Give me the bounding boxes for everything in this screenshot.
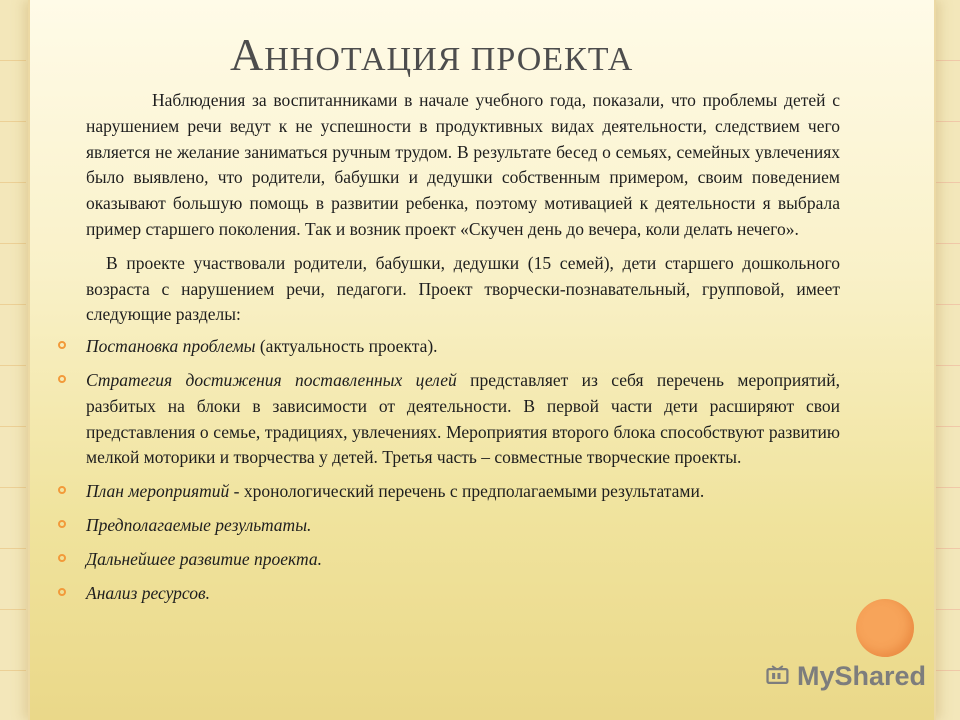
bullet-circle-icon: [58, 588, 66, 596]
list-item: [86, 479, 840, 505]
list-item: [86, 334, 840, 360]
left-decorative-stripes: [0, 0, 26, 720]
bullet-circle-icon: [58, 520, 66, 528]
list-item-title: Анализ ресурсов.: [86, 582, 210, 603]
list-item-title: План мероприятий: [86, 481, 230, 502]
bullet-circle-icon: [58, 375, 66, 383]
slide-title: [230, 28, 633, 81]
title-rest: ННОТАЦИЯ ПРОЕКТА: [264, 41, 634, 78]
sections-list: [86, 334, 840, 606]
right-decorative-stripes: [934, 0, 960, 720]
list-item: [86, 513, 840, 539]
myshared-watermark[interactable]: [766, 656, 926, 696]
paragraph-participants: В проекте участвовали родители, бабушки, дедушки (15 семей), дети старшего дошкольного возраста с нарушением речи, педагоги. Проект творчески-познавательный, групповой, имеет следующие разделы:: [86, 252, 840, 325]
watermark-brand: MyShared: [796, 660, 926, 691]
list-item-title: Предполагаемые результаты.: [86, 514, 312, 535]
list-item-text: представляет из себя перечень мероприятий, разбитых на блоки в зависимости от деятельности. В первой части дети расширяют свои представления о семье, традициях, увлечениях. Мероприятия второго блока способствуют развитию мелкой моторики и творчества у детей. Третья часть – совместные творческие проекты.: [86, 369, 841, 468]
list-item-title: Дальнейшее развитие проекта.: [86, 548, 322, 569]
list-item: [86, 547, 840, 573]
list-item: [86, 368, 840, 471]
paragraph-observations: Наблюдения за воспитанниками в начале учебного года, показали, что проблемы детей с нарушением речи ведут к не успешности в продуктивных видах деятельности, следствием чего является не желание заниматься ручным трудом. В результате бесед о семьях, семейных увлечениях было выявлено, что родители, бабушки и дедушки собственным примером, своим поведением оказывают большую помощь в развитии ребенка, поэтому мотивацией к деятельности я выбрала пример старшего поколения. Так и возник проект «Скучен день до вечера, коли делать нечего».: [86, 90, 840, 239]
decorative-orange-circle: [856, 599, 914, 657]
list-item-title: Постановка проблемы: [86, 336, 256, 357]
bullet-circle-icon: [58, 554, 66, 562]
slide-body: [86, 88, 840, 610]
list-item-text: (актуальность проекта).: [255, 336, 438, 357]
list-item: [86, 581, 840, 607]
title-first-letter: А: [230, 29, 265, 80]
myshared-logo-icon: [766, 661, 792, 691]
list-item-text: - хронологический перечень с предполагаемыми результатами.: [229, 481, 705, 502]
list-item-title: Стратегия достижения поставленных целей: [86, 369, 457, 390]
